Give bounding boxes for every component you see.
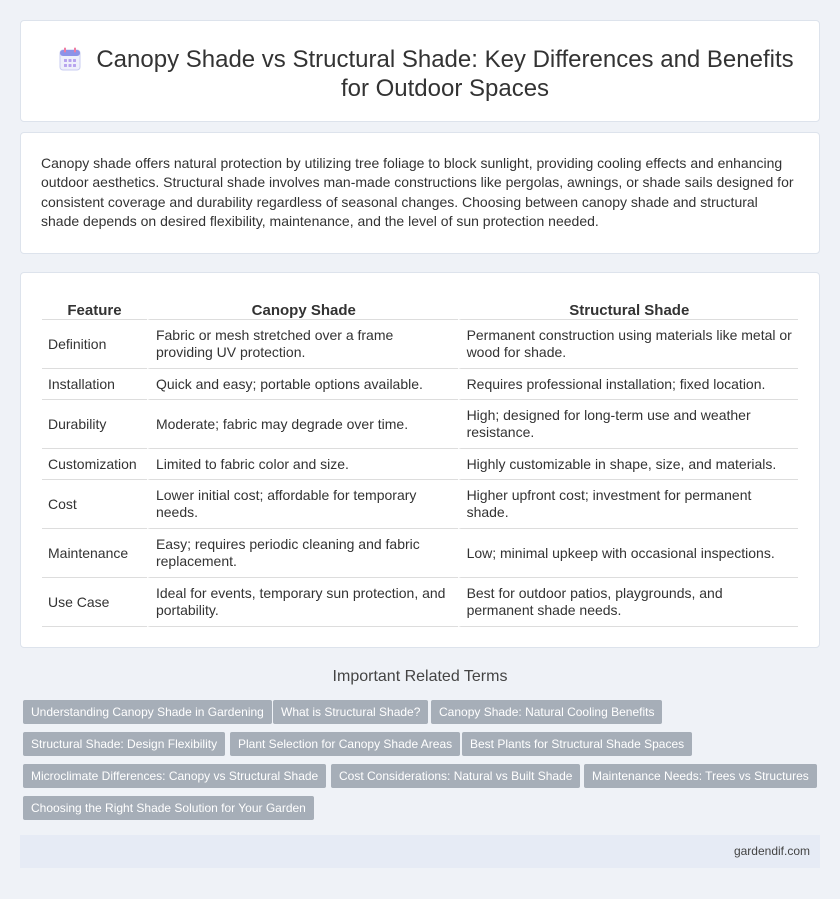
feature-cell: Use Case (42, 578, 147, 627)
canopy-cell: Fabric or mesh stretched over a frame providing UV protection. (147, 320, 458, 369)
table-row (42, 320, 798, 369)
related-term-tag[interactable]: Understanding Canopy Shade in Gardening (23, 700, 272, 724)
intro-paragraph: Canopy shade offers natural protection by utilizing tree foliage to block sunlight, providing cooling effects and enhancing outdoor aesthetics. Structural shade involves man-made constructions like pergolas, awnings, or shade sails designed for consistent coverage and durability regardless of seasonal changes. Choosing between canopy shade and structural shade depends on desired flexibility, maintenance, and the level of sun protection needed. (41, 155, 794, 230)
footer-bar (20, 835, 820, 868)
title-card (20, 20, 820, 122)
page-title: Canopy Shade vs Structural Shade: Key Differences and Benefits for Outdoor Spaces (96, 46, 794, 102)
related-term-tag[interactable]: Plant Selection for Canopy Shade Areas (230, 732, 460, 756)
table-row (42, 449, 798, 480)
structural-cell: Low; minimal upkeep with occasional inspections. (458, 529, 798, 578)
feature-cell: Cost (42, 480, 147, 529)
structural-cell: Highly customizable in shape, size, and materials. (458, 449, 798, 480)
feature-cell: Maintenance (42, 529, 147, 578)
related-term-tag[interactable]: Choosing the Right Shade Solution for Your Garden (23, 796, 314, 820)
related-terms-heading: Important Related Terms (332, 668, 508, 685)
table-row (42, 480, 798, 529)
calendar-icon (59, 47, 81, 71)
canopy-cell: Lower initial cost; affordable for temporary needs. (147, 480, 458, 529)
intro-card (20, 132, 820, 254)
column-header-canopy: Canopy Shade (147, 293, 458, 320)
related-term-tag[interactable]: Canopy Shade: Natural Cooling Benefits (431, 700, 662, 724)
canopy-cell: Quick and easy; portable options available. (147, 369, 458, 400)
structural-cell: High; designed for long-term use and weather resistance. (458, 400, 798, 449)
column-header-feature: Feature (42, 293, 147, 320)
comparison-card (20, 272, 820, 648)
related-term-tag[interactable]: Maintenance Needs: Trees vs Structures (584, 764, 817, 788)
table-row (42, 578, 798, 627)
related-term-tag[interactable]: Microclimate Differences: Canopy vs Structural Shade (23, 764, 326, 788)
comparison-table (42, 293, 798, 627)
table-header-row (42, 293, 798, 320)
canopy-cell: Ideal for events, temporary sun protection, and portability. (147, 578, 458, 627)
site-name[interactable]: gardendif.com (733, 844, 810, 858)
structural-cell: Higher upfront cost; investment for permanent shade. (458, 480, 798, 529)
related-term-tag[interactable]: Best Plants for Structural Shade Spaces (462, 732, 692, 756)
structural-cell: Best for outdoor patios, playgrounds, and permanent shade needs. (458, 578, 798, 627)
column-header-structural: Structural Shade (458, 293, 798, 320)
canopy-cell: Easy; requires periodic cleaning and fabric replacement. (147, 529, 458, 578)
feature-cell: Definition (42, 320, 147, 369)
related-term-tag[interactable]: Structural Shade: Design Flexibility (23, 732, 225, 756)
feature-cell: Customization (42, 449, 147, 480)
canopy-cell: Moderate; fabric may degrade over time. (147, 400, 458, 449)
structural-cell: Permanent construction using materials like metal or wood for shade. (458, 320, 798, 369)
canopy-cell: Limited to fabric color and size. (147, 449, 458, 480)
feature-cell: Durability (42, 400, 147, 449)
table-row (42, 400, 798, 449)
related-term-tag[interactable]: What is Structural Shade? (273, 700, 428, 724)
structural-cell: Requires professional installation; fixed location. (458, 369, 798, 400)
table-row (42, 369, 798, 400)
feature-cell: Installation (42, 369, 147, 400)
related-term-tag[interactable]: Cost Considerations: Natural vs Built Shade (331, 764, 580, 788)
table-row (42, 529, 798, 578)
